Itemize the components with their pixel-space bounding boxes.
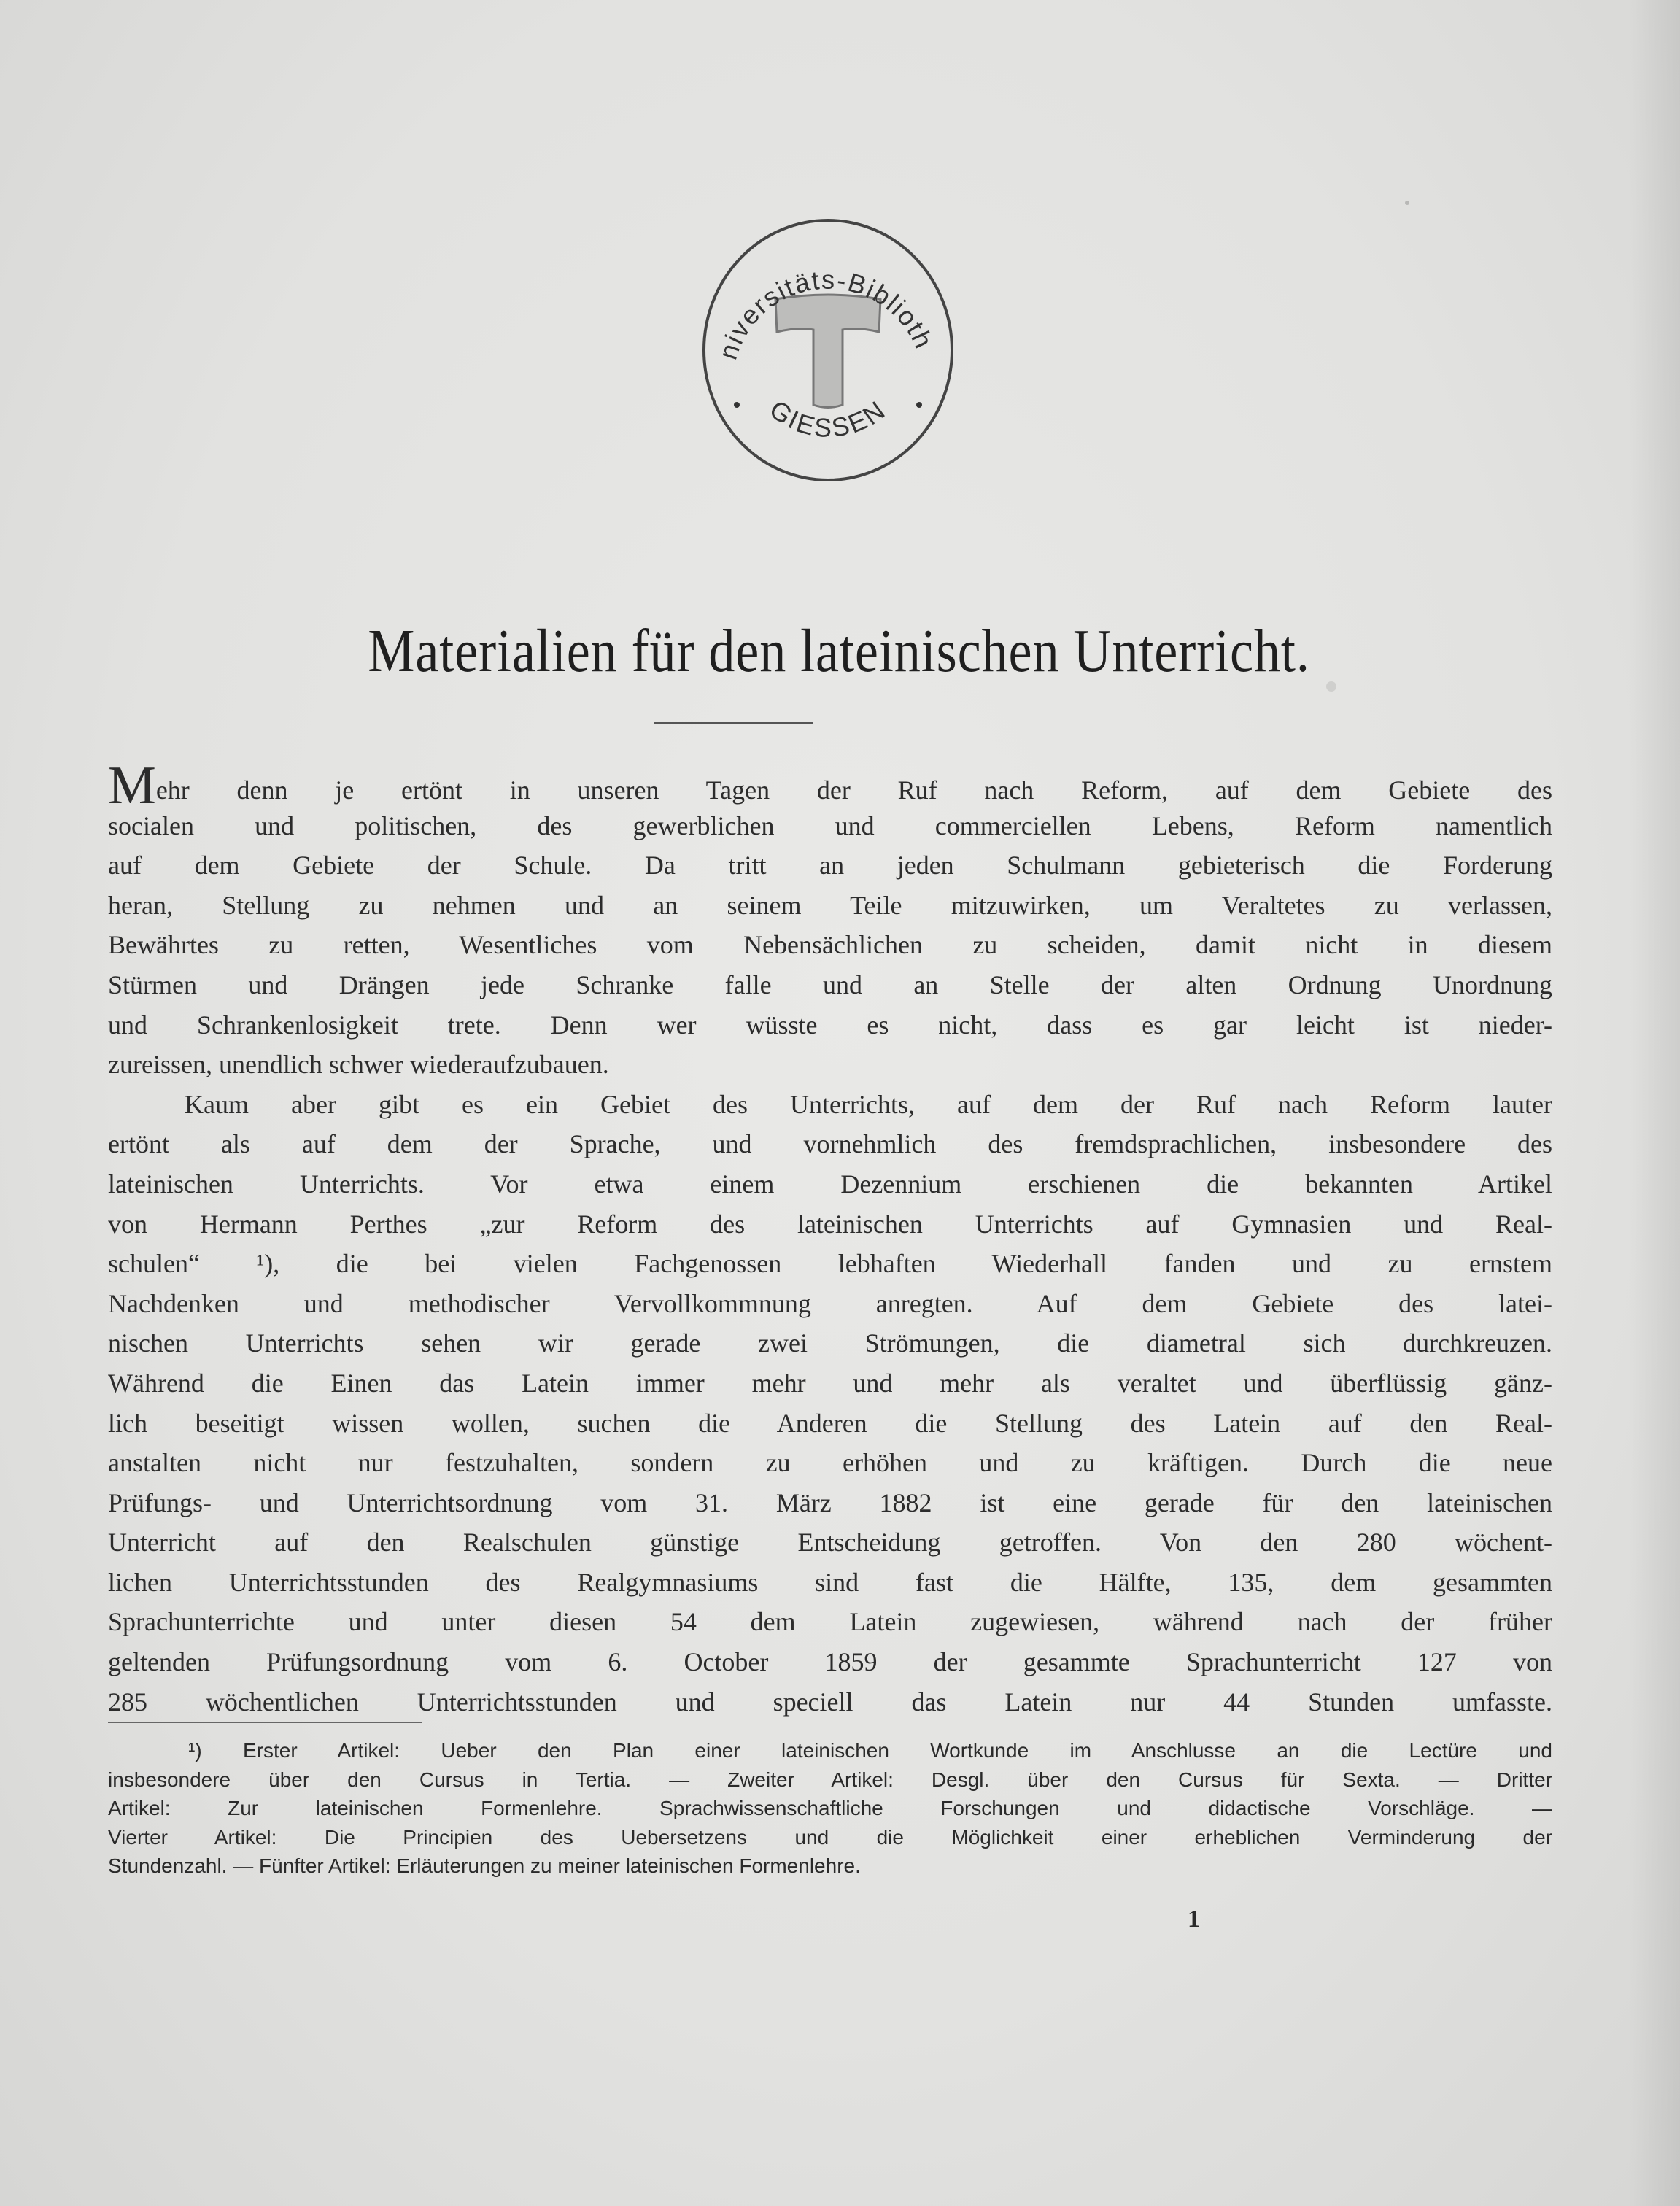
footnote-line: Stundenzahl. — Fünfter Artikel: Erläuterungen zu meiner lateinischen Formenlehre.	[108, 1854, 861, 1877]
paragraph-line: geltenden Prüfungsordnung vom 6. October 1859 der gesammte Sprachunterricht 127 von	[108, 1647, 1552, 1677]
paragraph-line: Sprachunterrichte und unter diesen 54 dem Latein zugewiesen, während nach der früher	[108, 1607, 1552, 1637]
body-text	[108, 756, 1552, 1722]
page-edge-shadow	[1629, 0, 1680, 2206]
paragraph-line: Bewährtes zu retten, Wesentliches vom Nebensächlichen zu scheiden, damit nicht in diesem	[108, 930, 1552, 960]
stamp-top-text: niversitäts-Biblioth	[712, 264, 940, 363]
paragraph-line: lich beseitigt wissen wollen, suchen die Anderen die Stellung des Latein auf den Real-	[108, 1408, 1552, 1438]
paragraph-line: auf dem Gebiete der Schule. Da tritt an jeden Schulmann gebieterisch die Forderung	[108, 851, 1552, 881]
footnotes	[108, 1736, 1552, 1881]
paragraph-line: lichen Unterrichtsstunden des Realgymnasiums sind fast die Hälfte, 135, dem gesammten	[108, 1567, 1552, 1597]
paragraph-line: zureissen, unendlich schwer wiederaufzubauen.	[108, 1050, 609, 1080]
paragraph-line: nischen Unterrichts sehen wir gerade zwei Strömungen, die diametral sich durchkreuzen.	[108, 1328, 1552, 1358]
footnote-line: Artikel: Zur lateinischen Formenlehre. Sprachwissenschaftliche Forschungen und didactische Vorschläge. —	[108, 1797, 1552, 1819]
footnote-line: Vierter Artikel: Die Principien des Uebersetzens und die Möglichkeit einer erheblichen Verminderung der	[108, 1825, 1552, 1849]
paragraph-line: 285 wöchentlichen Unterrichtsstunden und speciell das Latein nur 44 Stunden umfasste.	[108, 1687, 1552, 1717]
title-divider	[654, 722, 813, 724]
paragraph-line: anstalten nicht nur festzuhalten, sondern zu erhöhen und zu kräftigen. Durch die neue	[108, 1448, 1552, 1478]
paragraph-line: Kaum aber gibt es ein Gebiet des Unterrichts, auf dem der Ruf nach Reform lauter	[185, 1089, 1552, 1119]
paragraph-line: schulen“ ¹), die bei vielen Fachgenossen lebhaften Wiederhall fanden und zu ernstem	[108, 1249, 1552, 1279]
footnote-divider	[108, 1722, 422, 1723]
paragraph-line: lateinischen Unterrichts. Vor etwa einem Dezennium erschienen die bekannten Artikel	[108, 1169, 1552, 1199]
paragraph-line: Mehr denn je ertönt in unseren Tagen der Ruf nach Reform, auf dem Gebiete des	[108, 756, 1552, 816]
paragraph-line: socialen und politischen, des gewerblichen und commerciellen Lebens, Reform namentlich	[108, 810, 1552, 840]
paragraph-line: ertönt als auf dem der Sprache, und vornehmlich des fremdsprachlichen, insbesondere des	[108, 1129, 1552, 1159]
tau-cross-icon	[775, 295, 880, 408]
paragraph-line: Stürmen und Drängen jede Schranke falle und an Stelle der alten Ordnung Unordnung	[108, 970, 1552, 999]
paragraph-line: Prüfungs- und Unterrichtsordnung vom 31. März 1882 ist eine gerade für den lateinischen	[108, 1487, 1552, 1517]
paragraph-line: und Schrankenlosigkeit trete. Denn wer wüsste es nicht, dass es gar leicht ist nieder-	[108, 1010, 1552, 1040]
footnote-line: insbesondere über den Cursus in Tertia. — Zweiter Artikel: Desgl. über den Cursus für Sexta. — Dritter	[108, 1768, 1552, 1791]
library-stamp	[697, 212, 959, 489]
paragraph-line: heran, Stellung zu nehmen und an seinem Teile mitzuwirken, um Veraltetes zu verlassen,	[108, 890, 1552, 920]
page-number: 1	[1188, 1905, 1200, 1932]
paragraph-line: Während die Einen das Latein immer mehr und mehr als veraltet und überflüssig gänz-	[108, 1368, 1552, 1398]
dust-speck	[1405, 201, 1409, 205]
paragraph-line: Unterricht auf den Realschulen günstige Entscheidung getroffen. Von den 280 wöchent-	[108, 1528, 1552, 1557]
stamp-bottom-text: GIESSEN	[764, 394, 892, 444]
page-title: Materialien für den lateinischen Unterricht.	[368, 617, 1310, 685]
paragraph-line: von Hermann Perthes „zur Reform des lateinischen Unterrichts auf Gymnasien und Real-	[108, 1209, 1552, 1239]
paragraph-line: Nachdenken und methodischer Vervollkommnung anregten. Auf dem Gebiete des latei-	[108, 1288, 1552, 1318]
footnote-line: ¹) Erster Artikel: Ueber den Plan einer lateinischen Wortkunde im Anschlusse an die Lectüre und	[188, 1739, 1552, 1762]
dropcap: M	[108, 756, 156, 816]
